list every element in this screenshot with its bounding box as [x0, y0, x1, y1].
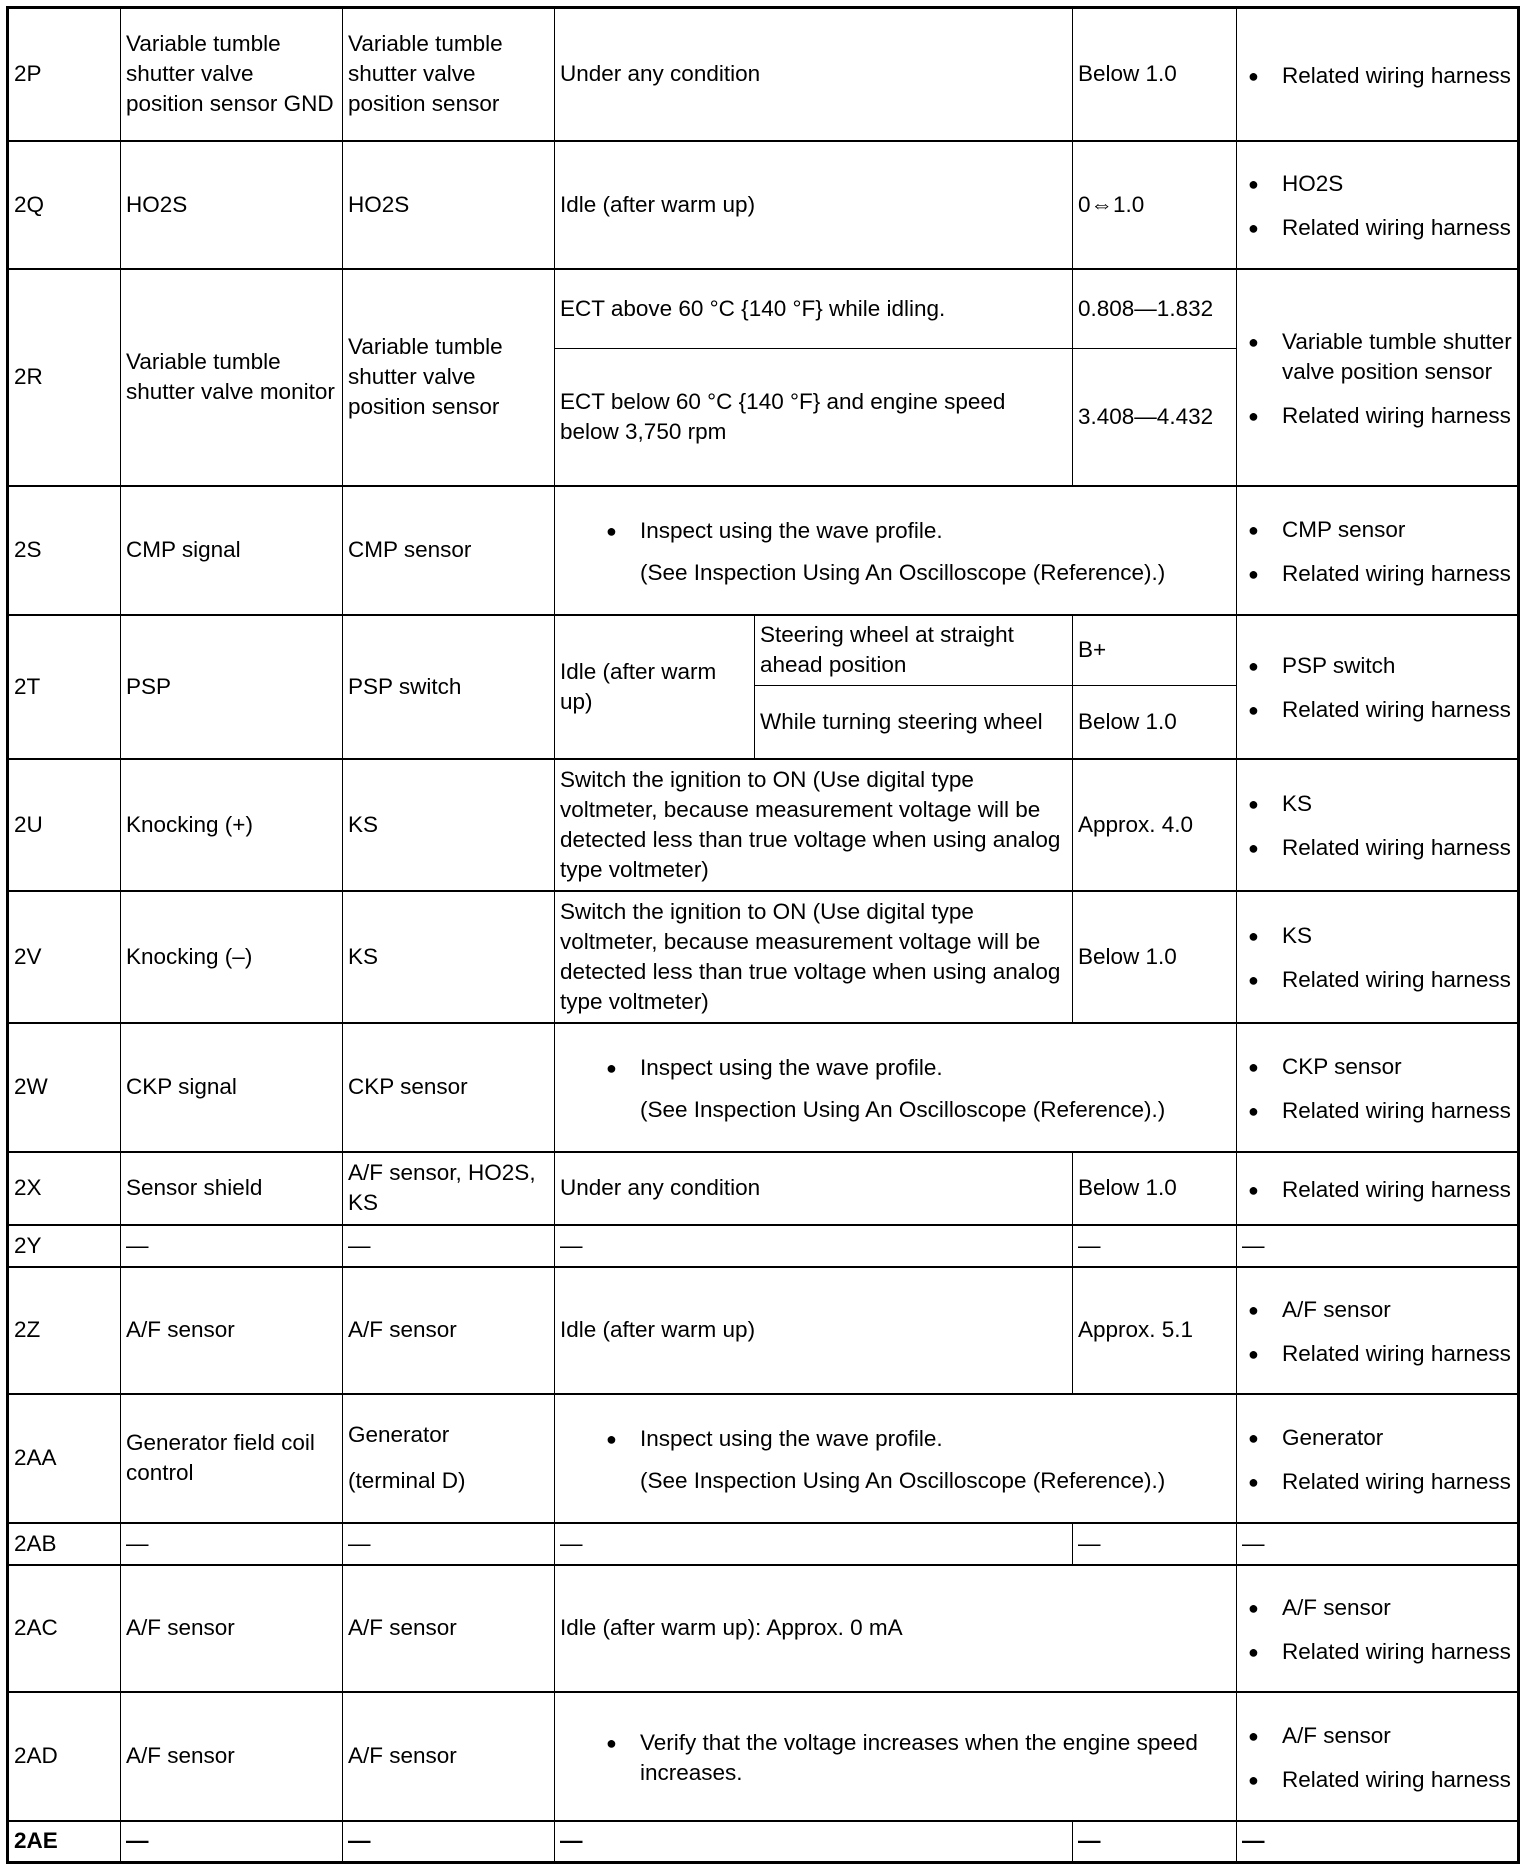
action-item: ● Related wiring harness: [1282, 1339, 1512, 1369]
action: —: [1237, 1523, 1519, 1565]
signal: A/F sensor: [121, 1692, 343, 1821]
sub-condition: While turning steering wheel: [755, 686, 1073, 759]
table-row: [8, 141, 1519, 269]
connected-to: CMP sensor: [343, 486, 555, 615]
signal: A/F sensor: [121, 1267, 343, 1394]
action-item: ● Related wiring harness: [1282, 401, 1512, 431]
table-row: [8, 759, 1519, 891]
action: [1237, 891, 1519, 1023]
inspect-item: ● Verify that the voltage increases when the engine speed increases.: [640, 1728, 1231, 1788]
condition: Under any condition: [555, 8, 1073, 141]
connected-to: CKP sensor: [343, 1023, 555, 1152]
action: —: [1237, 1821, 1519, 1863]
voltage: Below 1.0: [1073, 1152, 1237, 1225]
action-item: ● Generator: [1282, 1423, 1512, 1453]
action-item: ● Related wiring harness: [1282, 1765, 1512, 1795]
terminal: 2S: [8, 486, 121, 615]
inspection: [555, 486, 1237, 615]
voltage: Approx. 4.0: [1073, 759, 1237, 891]
action: [1237, 269, 1519, 486]
connected-to: A/F sensor: [343, 1692, 555, 1821]
action: [1237, 1394, 1519, 1523]
condition: ECT below 60 °C {140 °F} and engine speed below 3,750 rpm: [555, 349, 1073, 486]
inspect-item: ● Inspect using the wave profile.: [640, 1053, 1231, 1083]
signal: CMP signal: [121, 486, 343, 615]
action-item: ● Related wiring harness: [1282, 1637, 1512, 1667]
action-item: ● Variable tumble shutter valve position sensor: [1282, 327, 1512, 387]
signal: A/F sensor: [121, 1565, 343, 1692]
condition: ECT above 60 °C {140 °F} while idling.: [555, 269, 1073, 349]
inspect-item: ● Inspect using the wave profile.: [640, 516, 1231, 546]
reference-note: (See Inspection Using An Oscilloscope (Reference).): [640, 1096, 1166, 1122]
terminal: 2AE: [8, 1821, 121, 1863]
inspection: [555, 1692, 1237, 1821]
reference-note: (See Inspection Using An Oscilloscope (Reference).): [640, 1467, 1166, 1493]
connected-to: —: [343, 1523, 555, 1565]
connected-to: Variable tumble shutter valve position sensor: [343, 269, 555, 486]
connected-to-line: (terminal D): [348, 1468, 466, 1493]
action-item: ● KS: [1282, 789, 1512, 819]
action-item: ● A/F sensor: [1282, 1721, 1512, 1751]
condition: Idle (after warm up): [555, 615, 755, 759]
connected-to: KS: [343, 759, 555, 891]
table-row: [8, 1023, 1519, 1152]
signal: CKP signal: [121, 1023, 343, 1152]
signal: Variable tumble shutter valve monitor: [121, 269, 343, 486]
terminal: 2P: [8, 8, 121, 141]
signal: HO2S: [121, 141, 343, 269]
action-item: ● HO2S: [1282, 169, 1512, 199]
action: [1237, 1267, 1519, 1394]
terminal: 2V: [8, 891, 121, 1023]
voltage: Below 1.0: [1073, 686, 1237, 759]
signal: Knocking (+): [121, 759, 343, 891]
condition: Idle (after warm up): [555, 141, 1073, 269]
voltage: Below 1.0: [1073, 8, 1237, 141]
action-item: ● PSP switch: [1282, 651, 1512, 681]
connected-to: PSP switch: [343, 615, 555, 759]
action-item: ● A/F sensor: [1282, 1295, 1512, 1325]
action-item: ● Related wiring harness: [1282, 61, 1512, 91]
table-row: [8, 1565, 1519, 1692]
action-item: ● CKP sensor: [1282, 1052, 1512, 1082]
terminal: 2AB: [8, 1523, 121, 1565]
connected-to: A/F sensor, HO2S, KS: [343, 1152, 555, 1225]
connected-to: KS: [343, 891, 555, 1023]
action: [1237, 1152, 1519, 1225]
terminal: 2Z: [8, 1267, 121, 1394]
terminal: 2R: [8, 269, 121, 486]
voltage: Approx. 5.1: [1073, 1267, 1237, 1394]
condition: Idle (after warm up): Approx. 0 mA: [555, 1565, 1237, 1692]
action-item: ● CMP sensor: [1282, 515, 1512, 545]
voltage: —: [1073, 1821, 1237, 1863]
table-row: [8, 269, 1519, 349]
table-row: [8, 891, 1519, 1023]
terminal: 2U: [8, 759, 121, 891]
action-item: ● Related wiring harness: [1282, 1096, 1512, 1126]
signal: —: [121, 1821, 343, 1863]
signal: Variable tumble shutter valve position sensor GND: [121, 8, 343, 141]
action: [1237, 1565, 1519, 1692]
voltage: 3.408—4.432: [1073, 349, 1237, 486]
inspect-item: ● Inspect using the wave profile.: [640, 1424, 1231, 1454]
signal: Generator field coil control: [121, 1394, 343, 1523]
connected-to: Variable tumble shutter valve position sensor: [343, 8, 555, 141]
condition: —: [555, 1523, 1073, 1565]
reference-note: (See Inspection Using An Oscilloscope (Reference).): [640, 559, 1166, 585]
action-item: ● KS: [1282, 921, 1512, 951]
terminal: 2AC: [8, 1565, 121, 1692]
action-item: ● A/F sensor: [1282, 1593, 1512, 1623]
action: [1237, 615, 1519, 759]
terminal: 2W: [8, 1023, 121, 1152]
table-row: [8, 1225, 1519, 1267]
inspection: [555, 1023, 1237, 1152]
terminal: 2X: [8, 1152, 121, 1225]
terminal: 2Y: [8, 1225, 121, 1267]
condition: —: [555, 1225, 1073, 1267]
connected-to: A/F sensor: [343, 1267, 555, 1394]
condition: Switch the ignition to ON (Use digital type voltmeter, because measurement voltage will be detected less than true voltage when using analog type voltmeter): [555, 891, 1073, 1023]
action-item: ● Related wiring harness: [1282, 965, 1512, 995]
connected-to-line: Generator: [348, 1422, 450, 1447]
table-row: [8, 615, 1519, 686]
signal: —: [121, 1523, 343, 1565]
action: [1237, 141, 1519, 269]
connected-to: A/F sensor: [343, 1565, 555, 1692]
connected-to: [343, 1394, 555, 1523]
table-row: [8, 1523, 1519, 1565]
action: [1237, 759, 1519, 891]
action-item: ● Related wiring harness: [1282, 695, 1512, 725]
voltage: —: [1073, 1225, 1237, 1267]
action-item: ● Related wiring harness: [1282, 213, 1512, 243]
table-row: [8, 1692, 1519, 1821]
table-row: [8, 8, 1519, 141]
voltage: Below 1.0: [1073, 891, 1237, 1023]
action: [1237, 1692, 1519, 1821]
condition: Switch the ignition to ON (Use digital type voltmeter, because measurement voltage will be detected less than true voltage when using analog type voltmeter): [555, 759, 1073, 891]
voltage: B+: [1073, 615, 1237, 686]
voltage: 0⇔1.0: [1073, 141, 1237, 269]
signal: PSP: [121, 615, 343, 759]
voltage: 0.808—1.832: [1073, 269, 1237, 349]
signal: Knocking (–): [121, 891, 343, 1023]
table-row: [8, 1152, 1519, 1225]
voltage: —: [1073, 1523, 1237, 1565]
terminal: 2T: [8, 615, 121, 759]
action: [1237, 1023, 1519, 1152]
connected-to: —: [343, 1225, 555, 1267]
action: [1237, 8, 1519, 141]
table-row: [8, 1821, 1519, 1863]
action-item: ● Related wiring harness: [1282, 1175, 1512, 1205]
signal: Sensor shield: [121, 1152, 343, 1225]
terminal-voltage-table: [6, 6, 1520, 1864]
table-row: [8, 486, 1519, 615]
sub-condition: Steering wheel at straight ahead position: [755, 615, 1073, 686]
table-row: [8, 1394, 1519, 1523]
action-item: ● Related wiring harness: [1282, 559, 1512, 589]
action-item: ● Related wiring harness: [1282, 833, 1512, 863]
action-item: ● Related wiring harness: [1282, 1467, 1512, 1497]
connected-to: —: [343, 1821, 555, 1863]
table-row: [8, 1267, 1519, 1394]
terminal: 2Q: [8, 141, 121, 269]
condition: Under any condition: [555, 1152, 1073, 1225]
condition: —: [555, 1821, 1073, 1863]
terminal: 2AD: [8, 1692, 121, 1821]
inspection: [555, 1394, 1237, 1523]
action: —: [1237, 1225, 1519, 1267]
signal: —: [121, 1225, 343, 1267]
connected-to: HO2S: [343, 141, 555, 269]
action: [1237, 486, 1519, 615]
condition: Idle (after warm up): [555, 1267, 1073, 1394]
terminal: 2AA: [8, 1394, 121, 1523]
